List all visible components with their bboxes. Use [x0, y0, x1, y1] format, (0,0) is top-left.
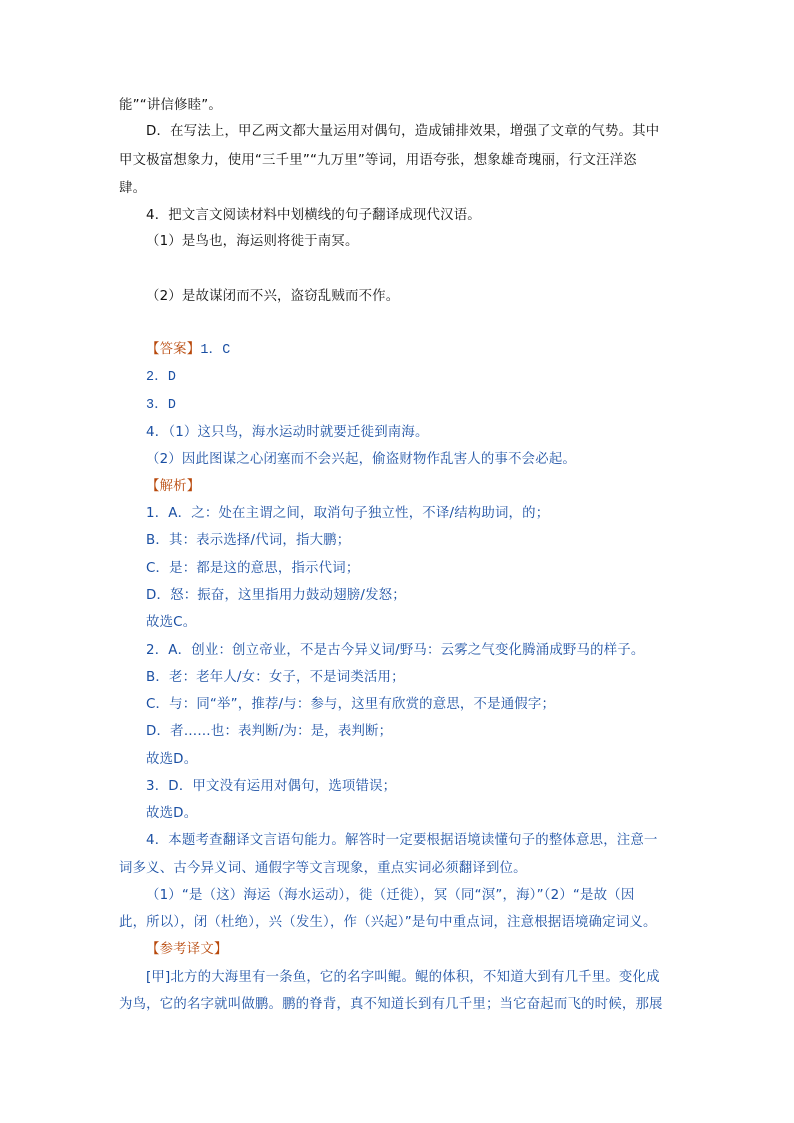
- analysis-line: D．怒：振奋，这里指用力鼓动翅膀/发怒；: [146, 588, 406, 603]
- option-d-line: D．在写法上，甲乙两文都大量运用对偶句，造成铺排效果，增强了文章的气势。其中: [146, 124, 660, 139]
- question-4: 4．把文言文阅读材料中划横线的句子翻译成现代汉语。: [146, 208, 481, 223]
- analysis-line: C．是：都是这的意思，指示代词；: [146, 561, 360, 576]
- text-line: 甲文极富想象力，使用“三千里”“九万里”等词，用语夸张，想象雄奇瑰丽，行文汪洋恣: [119, 153, 637, 168]
- analysis-line: 3．D．甲文没有运用对偶句，选项错误；: [146, 779, 397, 794]
- answer-label: 【答案】: [146, 342, 201, 357]
- analysis-line: 词多义、古今异义词、通假字等文言现象，重点实词必须翻译到位。: [119, 861, 527, 876]
- analysis-line: 故选D。: [146, 806, 198, 821]
- analysis-line: C．与：同“举”，推荐/与：参与，这里有欣赏的意思，不是通假字；: [146, 697, 556, 712]
- analysis-line: 1．A．之：处在主谓之间，取消句子独立性，不译/结构助词，的；: [146, 506, 550, 521]
- question-4-2: （2）是故谋闭而不兴，盗窃乱贼而不作。: [146, 289, 400, 304]
- analysis-line: 此，所以），闭（杜绝），兴（发生），作（兴起）”是句中重点词，注意根据语境确定词义。: [119, 915, 657, 930]
- analysis-line: 2．A．创业：创立帝业，不是古今异义词/野马：云雾之气变化腾涌成野马的样子。: [146, 643, 645, 658]
- reference-translation-label: 【参考译文】: [146, 942, 228, 957]
- answer-4-2: （2）因此图谋之心闭塞而不会兴起，偷盗财物作乱害人的事不会必起。: [146, 452, 577, 467]
- analysis-label: 【解析】: [146, 479, 201, 494]
- analysis-line: （1）“是（这）海运（海水运动），徙（迁徙），冥（同“溟”，海）”（2）“是故（因: [146, 888, 635, 903]
- question-4-1: （1）是鸟也，海运则将徙于南冥。: [146, 234, 359, 249]
- translation-line: 为鸟，它的名字就叫做鹏。鹏的脊背，真不知道长到有几千里；当它奋起而飞的时候，那展: [119, 997, 663, 1012]
- analysis-line: 4．本题考查翻译文言语句能力。解答时一定要根据语境读懂句子的整体意思，注意一: [146, 833, 658, 848]
- analysis-line: 故选C。: [146, 615, 197, 630]
- answer-block: [146, 340, 230, 361]
- answer-1: 1．C: [200, 343, 231, 358]
- analysis-line: 故选D。: [146, 752, 198, 767]
- translation-line: [甲]北方的大海里有一条鱼，它的名字叫鲲。鲲的体积，不知道大到有几千里。变化成: [146, 970, 660, 985]
- analysis-line: B．其：表示选择/代词，指大鹏；: [146, 533, 351, 548]
- answer-2: 2．D: [146, 370, 177, 385]
- answer-4-1: 4．（1）这只鸟，海水运动时就要迁徙到南海。: [146, 425, 429, 440]
- analysis-line: D．者……也：表判断/为：是，表判断；: [146, 724, 393, 739]
- analysis-line: B．老：老年人/女：女子，不是词类活用；: [146, 670, 405, 685]
- text-line: 肆。: [119, 181, 147, 196]
- answer-3: 3．D: [146, 398, 177, 413]
- text-line: 能”“讲信修睦”。: [119, 98, 222, 113]
